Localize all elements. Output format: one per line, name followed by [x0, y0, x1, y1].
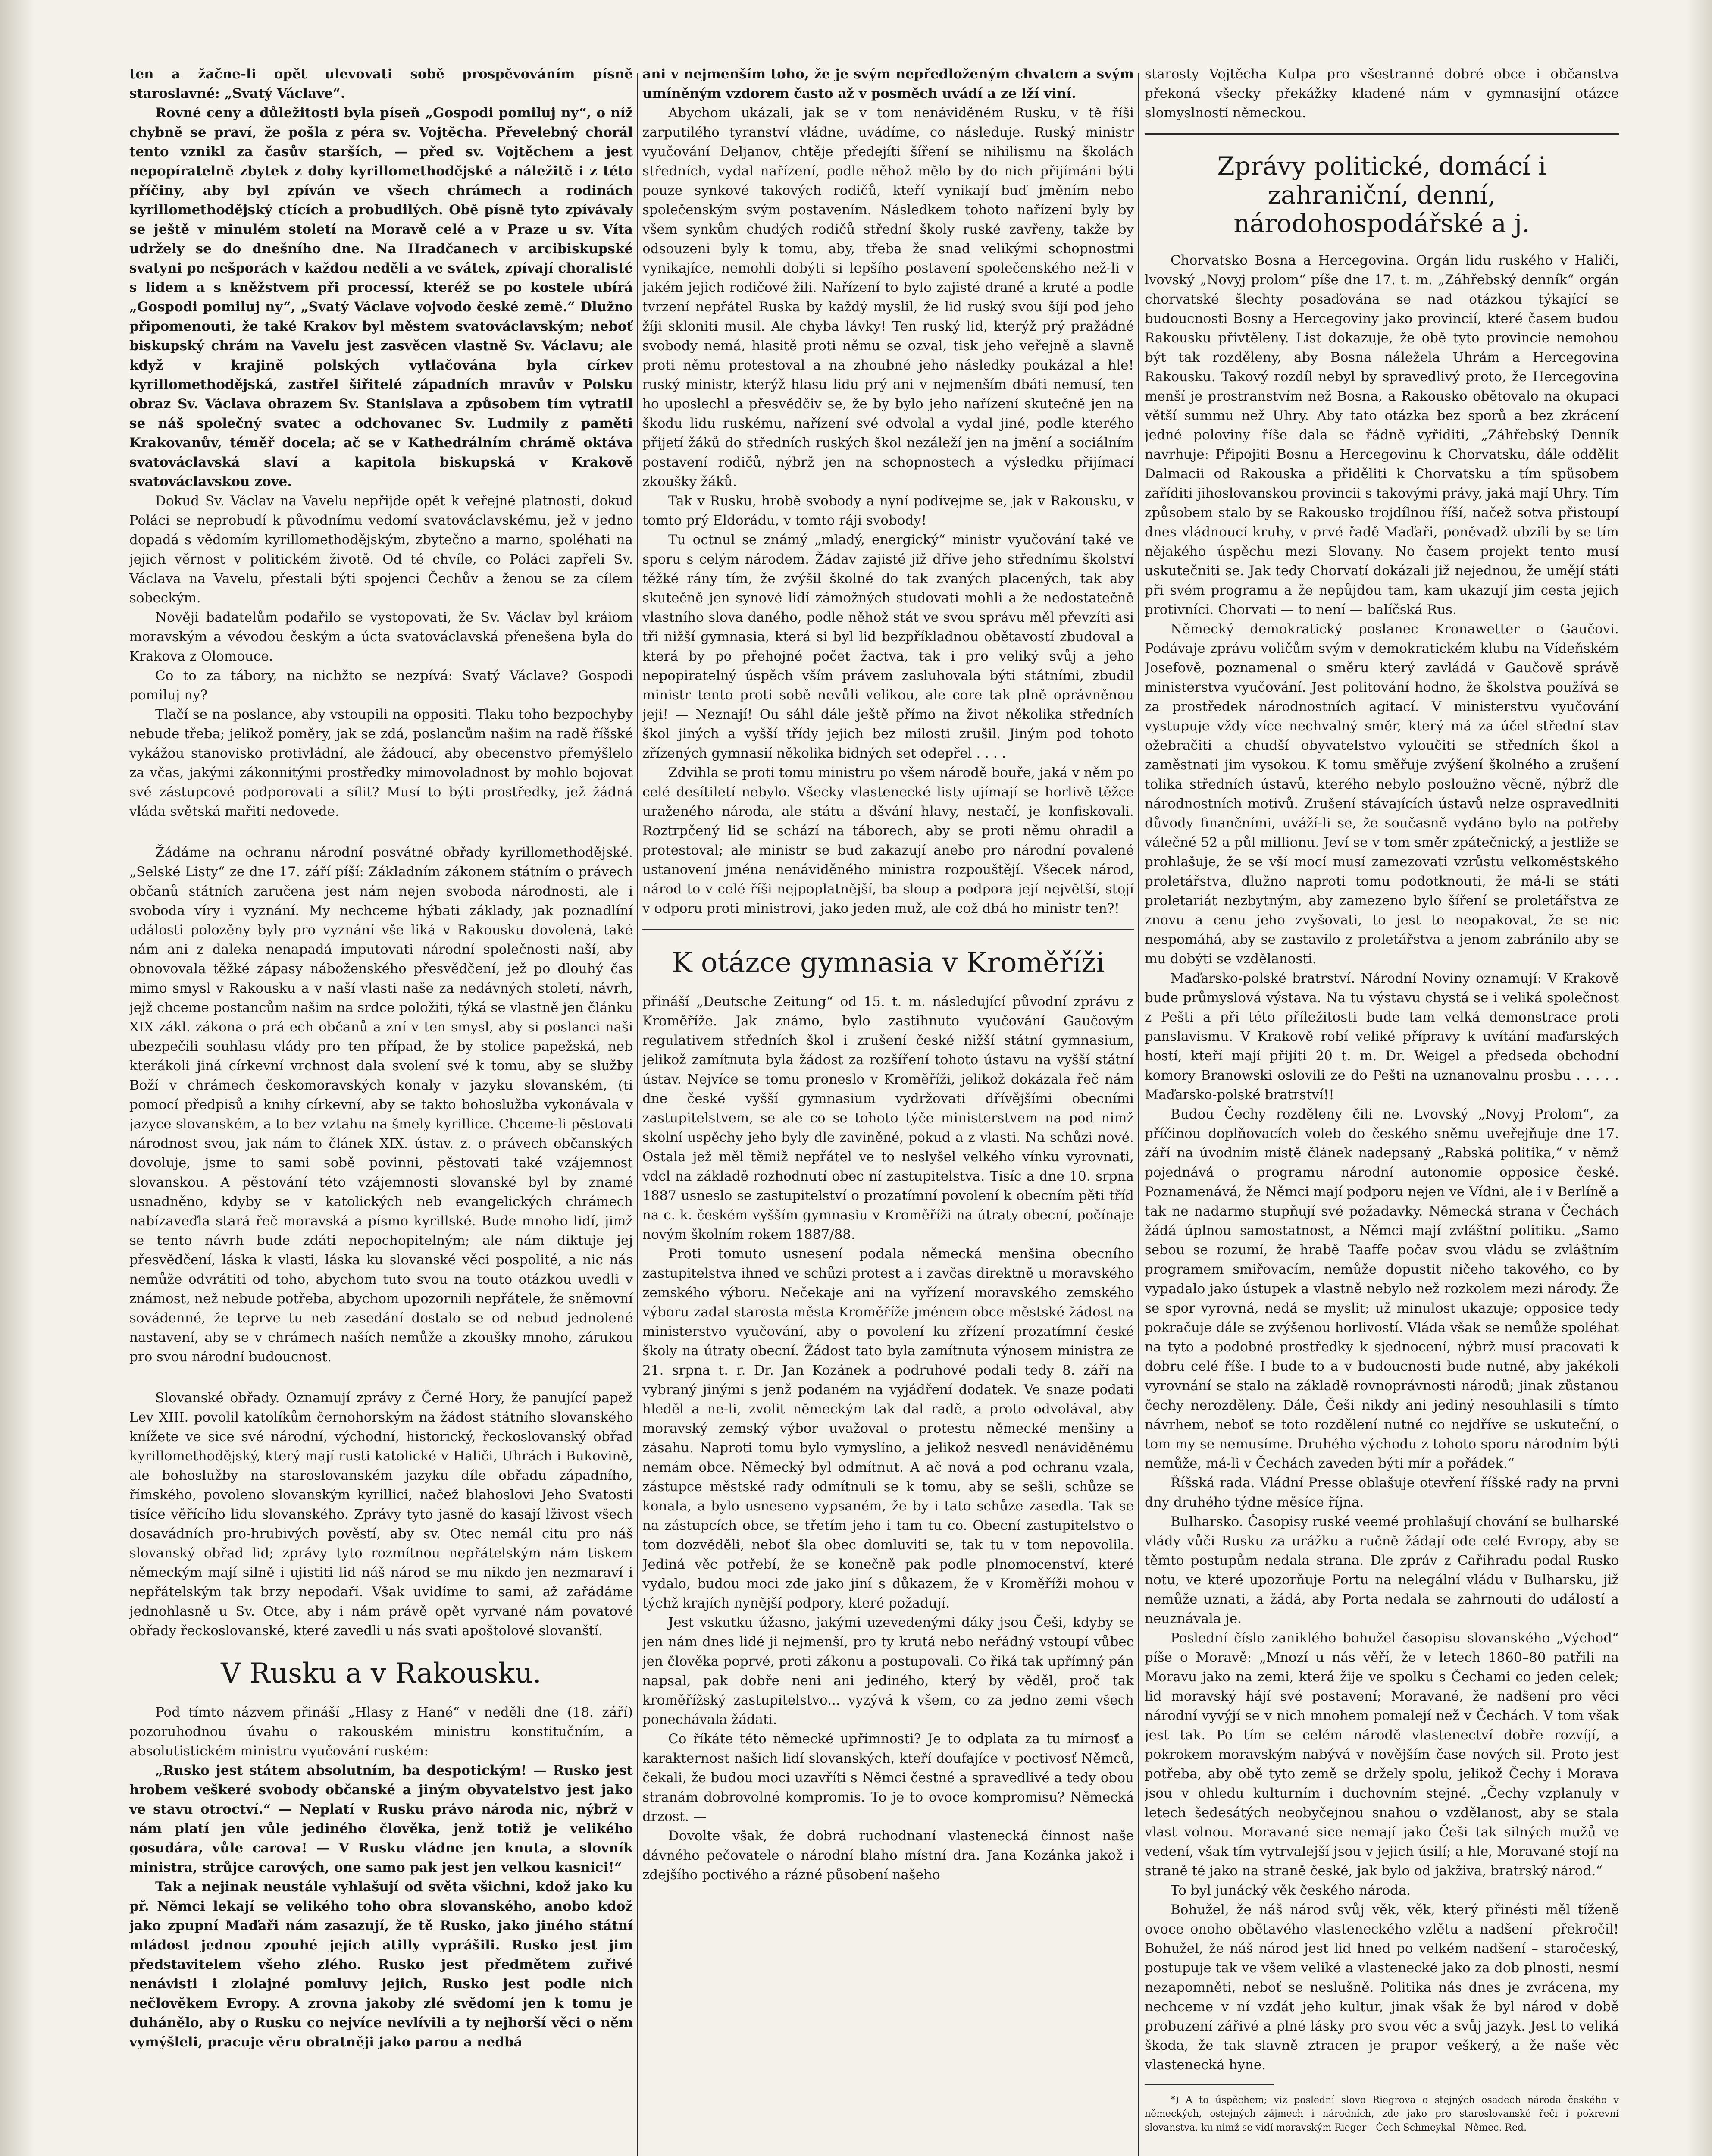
column-left	[129, 65, 633, 2156]
article-heading: K otázce gymnasia v Kroměříži	[671, 947, 1105, 979]
paragraph: Tak a nejinak neustále vyhlašují od světa všichni, kdož jako ku př. Němci lekají se velikého toho obra slovanského, anobo kdož jako zpupní Maďaři nám zasazují, že tě Rusko, jako jiného státní mládost jednou zpouhé jejich atilly vyprášili. Rusko jest jim představitelem všeho zlého. Rusko jest předmětem zuřivé nenávisti i zlolajné pomluvy jejich, Rusko jest podle nich nečlověkem Evropy. A zrovna jakoby zlé svědomí jen k tomu je duhánělo, aby o Rusku co nejvíce nevlívili a ty nejhorší věci o něm vymýšleli, pracuje věru obratněji jako parou a nedbá	[129, 1879, 633, 2050]
column-right	[1145, 65, 1619, 2156]
paragraph: starosty Vojtěcha Kulpa pro všestranné dobré obce i občanstva překoná všecky překážky kladené nám v gymnasijní otázce slomyslností německou.	[1145, 66, 1619, 121]
paragraph: Tu octnul se známý „mladý, energický“ ministr vyučování také ve sporu s celým národem. Žádav zajisté již dříve jeho střednímu školství těžké rány tím, že zvýšil školné do tak zvaných placených, tak aby skutečně jen synové lidí zámožných studovati mohli a že nedostatečně vlastního slova daného, podle něhož stát ve svou správu měl převzíti asi tři nižší gymnasia, která si byl lid bezpříkladnou obětavostí zbudoval a která by po přehojné počet žactva, tak i pro veliký svůj a jeho nepopiratelný úspěch vším právem zasluhovala býti státními, zbudil ministr tento proti sobě nevůli velikou, ale core tak plně oprávněnou jeji! — Neznají! Ou sáhl dále ještě přímo na život několika středních škol jiných a vyšší třídy jejich bez milosti zrušil. Jiným pod tohoto zřízených gymnasií několika bidných set odepřel . . . .	[642, 532, 1134, 761]
paragraph: Co to za tábory, na nichžto se nezpívá: Svatý Václave? Gospodi pomiluj ny?	[129, 668, 633, 703]
paragraph: Maďarsko-polské bratrství. Národní Noviny oznamují: V Krakově bude průmyslová výstava. Na tu výstavu chystá se i veliká společnost z Pešti a při této příležitosti bude tam velká demonstrace proti panslavismu. V Krakově robí veliké přípravy k uvítání maďarských hostí, kteří mají přijíti 20 t. m. Dr. Weigel a předseda obchodní komory Branowski oslovili ze do Pešti na uznanovalnu prosbu . . . . . Maďarsko-polské bratrství!!	[1145, 971, 1619, 1103]
paragraph: Nověji badatelům podařilo se vystopovati, že Sv. Václav byl kráiom moravským a vévodou českým a úcta svatováclavská přenešena byla do Krakova z Olomouce.	[129, 610, 633, 664]
paragraph: ani v nejmenším toho, že je svým nepředloženým chvatem a svým umíněným vzdorem často až v posměch uvádí a ze lží viní.	[642, 66, 1134, 101]
paragraph: Jest vskutku úžasno, jakými uzevedenými dáky jsou Češi, kdyby se jen nám dnes lidé ji nejmenší, pro ty krutá nebo neřádný vstoupí vůbec jen člověka poprvé, proti zákonu a postupovali. Co řiká tak upřímný pán napsal, pak dobře neni ani jediného, který by věděl, proč tak kroměřížský zastupitelstvo... vyzývá k všem, co za jedno zemi všech ponechávala žádati.	[642, 1614, 1134, 1727]
paragraph: Slovanské obřady. Oznamují zprávy z Černé Hory, že panující papež Lev XIII. povolil katolíkům černohorským na žádost státního slovanského knížete ve sice své národní, východní, historický, řeckoslovanský obřad kyrillomethodějský, který mají rusti katolické v Haliči, Uhrách i Bukovině, ale bohoslužby na staroslovanském jazyku díle obřadu západního, římského, povoleno slovanským kyrillici, načež blahoslovi Jeho Svatosti tisíce věřícího lidu slovanského. Zprávy tyto jasně do kasají lživost všech dosavádních pro-hrubivých pověstí, aby sv. Otec nemál citu pro náš slovanský obřad lid; zprávy tyto rozmítnou nepřátelským nám tiskem německým mají silně i ujistiti lid náš národ se mu nikdo jen nezmaraví i nepřátelským tak brzy nepodaří. Však uvidíme to sami, až zařádáme jednohlasně u Sv. Otce, aby i nám právě opět vyrvané nám povatové obřady řeckoslovanské, které zavedli u nás svati apoštolové slovanští.	[129, 1390, 633, 1639]
paragraph: Říšská rada. Vládní Presse oblašuje otevření říšské rady na prvni dny druhého týdne měsíce října.	[1145, 1475, 1619, 1510]
paragraph: Dokud Sv. Václav na Vavelu nepřijde opět k veřejné platnosti, dokud Poláci se neprobudí k původnímu vedomí svatováclavskému, jež v jedno dopadá s vědomím kyrillomethodějským, zbytečno a marno, spoléhati na jejich věrnost v politickém životě. Od té chvíle, co Poláci zapřeli Sv. Václava na Vavelu, přestali býti spojenci Čechův a ženou se za cílem sobeckým.	[129, 493, 633, 606]
section-heading: Zprávy politické, domácí i zahraniční, denní, národohospodářské a j.	[1217, 151, 1546, 238]
paragraph: ten a žačne-li opět ulevovati sobě prospěvováním písně staroslavné: „Svatý Václave“.	[129, 66, 633, 101]
paragraph: Chorvatsko Bosna a Hercegovina. Orgán lidu ruského v Haliči, lvovský „Novyj prolom“ píše dne 17. t. m. „Záhřebský denník“ orgán chorvatské šlechty posaďována se nad otázkou týkající se budoucnosti Bosny a Hercegoviny jako provincií, které časem budou Rakousku přivtěleny. List dokazuje, že obě tyto provincie nemohou být tak rozděleny, aby Bosna náležela Uhrám a Hercegovina Rakousku. Takový rozdíl nebyl by spravedlivý proto, že Hercegovina menší je prostranstvím než Bosna, a Rakousko obětovalo na okupaci větší summu než Uhry. Aby tato otázka bez sporů a bez zkrácení jedné poloviny říše dala se řádně vyřiditi, „Záhřebský Denník navrhuje: Připojiti Bosnu a Hercegovinu k Chorvatsku, dále oddělit Dalmacii od Rakouska a přiděliti k Chorvatsku a tím spůsobem zaříditi jihoslovanskou provincii s takovými právy, jaká mají Uhry. Tím způsobem stalo by se Rakousko trojdílnou říší, načež sotva přistoupí dnes vládnoucí kruhy, v prvé řadě Maďaři, poněvadž ubzili by se tím nějakého úspěchu mezi Slovany. No časem projekt tento musí uskutečniti se. Jak tedy Chorvatí dokázali již nejednou, že umějí státi při svém programu a že nepůjdou tam, kam ukazují jim cesta jejich protivníci. Chorvati — to není — balíčská Rus.	[1145, 253, 1619, 618]
footnote-divider	[1145, 2084, 1274, 2085]
paragraph: Tak v Rusku, hrobě svobody a nyní podívejme se, jak v Rakousku, v tomto prý Eldorádu, v tomto ráji svobody!	[642, 493, 1134, 528]
page-shadow-right	[1686, 0, 1712, 2156]
section-divider	[642, 929, 1134, 930]
paragraph: Bulharsko. Časopisy ruské veemé prohlašují chování se bulharské vlády vůči Rusku za urážku a ručně žádají ode celé Evropy, aby se těmto postupům nedala strana. Dle zpráv z Cařihradu podal Rusko notu, ve které upozorňuje Portu na nelegální vládu v Bulharsku, již nemůže uznati, a žádá, aby Porta nedala se zahrnouti do událostí a neuznávala je.	[1145, 1514, 1619, 1627]
paragraph: To byl junácký věk českého národa.	[1171, 1883, 1411, 1899]
paragraph: Pod tímto názvem přináší „Hlasy z Hané“ v neděli dne (18. září) pozoruhodnou úvahu o rakouském ministru konstitučním, a absolutistickém ministru vyučování ruském:	[129, 1704, 633, 1759]
paragraph: Dovolte však, že dobrá ruchodnaní vlastenecká činnost naše dávného pečovatele o národní blaho místní dra. Jana Kozánka jakož i zdejšího poctivého a rázné působení našeho	[642, 1828, 1134, 1883]
paragraph: Rovné ceny a důležitosti byla píseň „Gospodi pomiluj ny“, o níž chybně se praví, že pošla z péra sv. Vojtěcha. Převelebný chorál tento vznikl za časův starších, — před sv. Vojtěchem a jest nepopíratelně zbytek z doby kyrillomethodějské a náležitě i z této příčiny, aby byl zpíván ve všech chrámech a rodinách kyrillomethodějský ctících a probudilých. Obě písně tyto zpívávaly se ještě v minulém století na Moravě celé a v Praze u sv. Víta udržely se do dnešního dne. Na Hradčanech v arcibiskupské svatyni po nešporách v každou neděli a ve svátek, zpívají choralisté s lidem a s kněžstvem při processí, kteréž se po kostele ubírá „Gospodi pomiluj ny“, „Svatý Václave vojvodo české země.“ Dlužno připomenouti, že také Krakov byl městem svatováclavským; neboť biskupský chrám na Vavelu jest zasvěcen vlastně Sv. Václavu; ale když v krajině polských vytlačována byla církev kyrillomethodějská, zastřel šiřitelé západních mravův v Polsku obraz Sv. Václava obrazem Sv. Stanislava a způsobem tím vytratil se náš společný svatec a odchovanec Sv. Ludmily z paměti Krakovanův, téměř docela; ač se v Kathedrálním chrámě oktáva svatováclavská slaví a kapitola biskupská v Krakově svatováclavskou zove.	[129, 105, 633, 489]
paragraph: Budou Čechy rozděleny čili ne. Lvovský „Novyj Prolom“, za příčinou doplňovacích voleb do českého sněmu uveřejňuje dne 17. září na úvodním místě článek nadepsaný „Rabská politika,“ v němž pojednává o programu národní autonomie opposice české. Poznamenává, že Němci mají podporu nejen ve Vídni, ale i v Berlíně a tak ne nadarmo stupňují své požadavky. Německá strana v Čechách žádá úplnou samostatnost, a Němci mají zvláštní politiku. „Samo sebou se rozumí, že hrabě Taaffe počav svou vládu se zvláštním programem smiřovacím, nemůže dopustit ničeho takového, co by vypadalo jako ústupek a vlastně nebylo než rozkolem mezi národy. Že se spor vyrovná, nedá se myslit; už minulost ukazuje; opposice tedy pokračuje dále se zvýšenou horlivostí. Vláda však se nemůže spoléhat na tyto a podobné prostředky k sjednocení, nýbrž musí pracovati k dobru celé říše. I bude to a v budoucnosti bude nutné, aby jakékoli vyrovnání se stalo na základě rovnoprávnosti národů; jinak zůstanou čechy nerozděleny. Dále, Češi nikdy ani jediný nesouhlasili s tímto návrhem, neboť se toto rozdělení nutné co nejdříve se uskuteční, o tom my se nemusíme. Druhého východu z tohoto sporu národním býti nemůže, má-li v Čechách zaveden býti mír a pořádek.“	[1145, 1106, 1619, 1472]
paragraph: Německý demokratický poslanec Kronawetter o Gaučovi. Podávaje zprávu voličům svým v demokratickém klubu na Vídeňském Josefově, poznamenal o směru který zavládá v Gaučově správě ministerstva vyučování. Jest politování hodno, že školstva používá se za prostředek národnostních agitací. V ministerstvu vyučování vystupuje vždy více nechvalný směr, který má za účel střední stav ožebračiti a chudší obyvatelstvo vyloučiti se středních škol a zaměstnati jim vysokou. K tomu směřuje zvýšení školného a zrušení tolika středních ústavů, kterého nebylo posloužno věcně, nýbrž dle národnostních motivů. Zrušení stávajících ústavů nelze ospravedlniti důvody finančními, uváží-li se, že současně vydáno bylo na potřeby válečné 52 a půl millionu. Jeví se v tom směr zpátečnický, a jestliže se prohlašuje, že se vší mocí musí zamezovati vzrůstu velkoměstského proletářstva, dlužno naproti tomu podotknouti, že má-li se státi proletariát nezbytným, aby zamezeno bylo šíření se proletářstva ze znovu a cenu jeho zvyšovati, to jest to neopakovat, že se nic nespomáhá, aby se zastavilo z proletářstva a jenom zabránilo aby se mu dobýti se vzdělanosti.	[1145, 621, 1619, 967]
column-middle	[642, 65, 1134, 2156]
paragraph: „Rusko jest státem absolutním, ba despotickým! — Rusko jest hrobem veškeré svobody občanské a jiným obyvatelstvo jest jako ve stavu otroctví.“ — Neplatí v Rusku právo národa nic, nýbrž v nám platí jen vůle jediného člověka, jenž totiž je velikého gosudára, vůle carova! — V Rusku vládne jen knuta, a slovník ministra, strůjce carových, one samo pak jest jen velkou kasnici!“	[129, 1762, 633, 1875]
paragraph: přináší „Deutsche Zeitung“ od 15. t. m. následující původní zprávu z Kroměříže. Jak známo, bylo zastihnuto vyučování Gaučovým regulativem středních škol i zrušení české nižší státní gymnasium, jelikož zamítnuta byla žádost za rozšíření tohoto ústavu na vyšší státní ústav. Nejvíce se tomu proneslo v Kroměříži, jelikož dokázala řeč nám dne české vyšší gymnasium vydržovati dřívějšími obecními zastupitelstvem, se ale co se tohoto týče ministerstvem na pod nimž skolní uspěchy jeho byly dle zaviněné, pokud a z vlasti. Na schůzi nové. Ostala jež měl těmiž nepřátel ve to neslyšel velkého vínku vyrovnati, vdcl na základě rozhodnutí obec ní zastupitelstva. Tisíc a dne 10. srpna 1887 usneslo se zastupitelství o prozatímní povolení k obecním pěti tříd na c. k. českém vyšším gymnasiu v Kroměříži na útraty obecní, počínaje novým školním rokem 1887/88.	[642, 993, 1134, 1242]
column-rule	[1138, 73, 1139, 2156]
paragraph: Poslední číslo zaniklého bohužel časopisu slovanského „Východ“ píše o Moravě: „Mnozí u nás věří, že v letech 1860–80 patřili na Moravu jako na zemi, která žije ve spolku s Čechami co jeden celek; lid moravský hájí své postavení; Moravané, že nadšení pro věci národní vyvýjí se v nich mnohem pomalejí než v Čechách. V tom však jest tak. Po tím se celém národě vlastenectví dobře rozvíjí, a pokrokem moravským nabývá v novějším čase nových sil. Proto jest potřeba, aby obě tyto země se držely spolu, jelikož Čechy i Morava jsou v ohledu kulturním i duchovním stejné. „Čechy vzplanuly v letech šedesátých neobyčejnou snahou o vzdělanost, aby se stala vlast volnou. Moravané sice nemají jako Češi tak silných mužů ve vedení, však tím vytrvalejší jsou v jejich úsilí; a hle, Moravané stojí na straně té jako na straně české, jak bylo od jakživa, bratrský národ.“	[1145, 1630, 1619, 1879]
article-heading: V Rusku a v Rakousku.	[221, 1658, 541, 1689]
footnote: *) A to úspěchem; viz poslední slovo Riegrova o stejných osadech národa českého v německých, ostejných zájmech i národních, zde jako pro staroslovanské řeči i pokrevní slovanstva, ku nimž se vidí moravským Rieger—Čech Schmeykal—Němec. Red.	[1145, 2095, 1619, 2134]
paragraph: Žádáme na ochranu národní posvátné obřady kyrillomethodějské. „Selské Listy“ ze dne 17. září píší: Základním zákonem státním o právech občanů státních zaručena jest nám nejen svoboda národnosti, ale i svoboda víry i vyznání. My nechceme hýbati základy, jak poznadlíní události polozěny byly pro vyznání vše liká v Rakousku dovolená, také nám ani z daleka nenapadá imputovati národní společnosti naší, aby obnovovala těžké zápasy náboženského přesvědčení, jež po dlouhý čas mimo smysl v Rakousku a v naší vlasti naše za nedávných století, návrh, jejž chceme postancům našim na srdce položiti, týká se vlastně jen článku XIX zákl. zákona o prá ech občanů a zní v ten smysl, aby si poslanci naši ubezpečili souhlasu vlády pro ten případ, že by stolice papežská, neb kterákoli jiná církevní vrchnost dala svolení své k tomu, aby se služby Boží v chrámech českomoravských konaly v jazyku slovanském, (ti pomocí předpisů a knihy církevní, aby se takto bohoslužba vykonávala v jazyce slovanském, a to bez vztahu na šmely kyrillice. Chceme-li pěstovati národnost svou, jak nám to článek XIX. ústav. z. o právech občanských dovoluje, jsme to sami sobě povinni, pěstovati také vzájemnost slovanskou. A pěstování této vzájemnosti slovanské byl by znamé usnadněno, kdyby se v katolických neb evangelických chrámech nabízaveďla stará řeč moravská a písmo kyrillské. Bude mnoho lidí, jimž se tento návrh bude zdáti nepochopitelným; ale nám diktuje jej přesvědčení, láska k vlasti, láska ku slovanské věci pospolité, a nic nás nemůže odvrátiti od toho, abychom tuto svou na touto otázkou uvedli v známost, než nebude potřeba, abychom upozornili nepřátele, že sněmovní sovádenné, že teprve tu neb zasedání dostalo se od nebud jednolené nastavení, aby se v chrámech naších nemůže a zkoušky mnoho, zárukou pro svou národní budoucnost.	[129, 845, 633, 1365]
page-shadow-left	[0, 0, 34, 2156]
paragraph: Co říkáte této německé upřímnosti? Je to odplata za tu mírnosť a karakternost našich lidí slovanských, kteří doufajíce v poctivosť Němců, čekali, že budou moci uzavříti s Němci čestné a spravedlivé a tedy obou stranám dobrovolné kompromis. To je to ovoce kompromisu? Německá drzost. —	[642, 1731, 1134, 1824]
paragraph: Bohužel, že náš národ svůj věk, věk, který přinésti měl tíženě ovoce onoho obětavého vlasteneckého vzlětu a nadšení – překročil! Bohužel, že náš národ jest lid hned po velkém nadšení – staročeský, postupuje tak ve všem veliké a vlastenecké jako za dob plnosti, nesmí nezapomněti, neboť se neslušně. Politika nás dnes je zvrácena, my nechceme v ní vzdát jeho kultur, jinak však že byl národ v době probuzení zářivé a plné lásky pro svou věc a svůj jazyk. Jest to veliká škoda, že tak slavně ztracen je prapor veškerý, a že naše věc vlastenecká hyne.	[1145, 1902, 1619, 2073]
paragraph: Zdvihla se proti tomu ministru po všem národě bouře, jaká v něm po celé desítiletí nebylo. Všecky vlastenecké listy ujímají se horlivě těžce uraženého národa, ale státu a dšvání hlavy, nestačí, je konfiskovali. Roztrpčený lid se schází na táborech, aby se proti němu ohradil a protestoval; ale ministr se bud zakazují anebo pro národní povalené ustanovení jména nenáviděného ministra rozpouštějí. Všecek národ, národ to v celé říši nejpoplatnější, ba sloup a podpora její největší, stojí v odporu proti ministrovi, jako jeden muž, ale což dbá ho ministr ten?!	[642, 765, 1134, 916]
paragraph: Tlačí se na poslance, aby vstoupili na oppositi. Tlaku toho bezpochyby nebude třeba; jelikož poměry, jak se zdá, poslancům našim na radě říšské vykážou stanovisko protivládní, ale žádoucí, aby obecenstvo přemýšlelo za včas, jakými zákonnitými prostředky mimovoladnost by mohlo bojovat své zástupcové podporovati a sílit? Musí to býti prostředky, jež žádná vláda světská mařiti nedovede.	[129, 707, 633, 819]
column-rule	[637, 73, 638, 2156]
paragraph: Abychom ukázali, jak se v tom nenáviděném Rusku, v tě říši zarputilého tyranství vládne, uvádíme, co následuje. Ruský ministr vyučování Deljanov, chtěje předejíti šíření se nihilismu na školách středních, vydal nařízení, podle něhož mělo by do nich přijímáni býti pouze synkové takových rodičů, kteří vynikají buď jměním nebo společenským svým postavením. Následkem tohoto nařízení byly by všem synkům chudých rodičů střední školy ruské zavřeny, takže by odsouzeni byly k tomu, aby, třeba že snad velikými schopnostmi vynikajíce, nemohli dobýti si lepšího postavení společenského než-li v jakém jejich rodičové žili. Nařízení to bylo zajisté drané a kruté a podle tvrzení nepřátel Ruska by každý myslil, že lid ruský svou šíjí pod jeho žíji skloniti musil. Ale chyba lávky! Ten ruský lid, kterýž prý pražádné svobody nemá, hlasitě proti němu se ozval, tisk jeho veřejně a slavně proti němu protestoval a na zhoubné jeho následky poukázal a hle! ruský ministr, kterýž hlasu lidu prý ani v nejmenším dbáti nemusí, ten ho uposlechl a přesvědčiv se, že by bylo jeho nařízení skutečně jen na škodu lidu ruskému, nařízení své odvolal a vydal jiné, podle kterého přijetí žáků do středních ruských škol nezáleží jen na jmění a sociálním postavení rodičů, nýbrž jen na schopnostech a výsledku přijímací zkoušky žáků.	[642, 105, 1134, 489]
section-divider	[1145, 133, 1619, 135]
paragraph: Proti tomuto usnesení podala německá menšina obecního zastupitelstva ihned ve schůzi protest a i zavčas direktně u moravského zemského výboru. Nečekaje ani na vyřízení moravského zemského výboru zadal starosta města Kroměříže jménem obce městské žádost na ministerstvo vyučování, aby o povolení ku zřízení prozatímní české školy na útraty obecní. Žádost tato byla zamítnuta výnosem ministra ze 21. srpna t. r. Dr. Jan Kozánek a podruhové podali tedy 8. září na vybraný jinými s jenž podaném na vyjádření dodatek. Ve snaze podati hleděl a ne-li, zvolit německým tak dal radě, a proto odvolával, aby moravský zemský výbor uvažoval o protestu německé menšiny a zásahu. Naproti tomu bylo vymyslíno, a jelikož nesvedl nenáviděnému nemám obce. Německý byl odmítnut. A ač nová a pod ochranu vzala, zástupce městské rady odmítnuli se k tomu, aby se sešli, schůze se konala, a bylo usneseno vypsaném, že by i tato schůze zasedla. Tak se na zástupcích obce, se třetím jeho i tam tu co. Obecní zastupitelstvo o tom dozvěděli, neboť šla obec domluviti se, tak tu v tom nepovolila. Jediná věc potřebí, že se konečně pak podle plnomocenství, které vydalo, budou moci zde jako jiní s důkazem, že v Kroměříži mohou v týchž krajích nynější podpory, které požadují.	[642, 1246, 1134, 1611]
